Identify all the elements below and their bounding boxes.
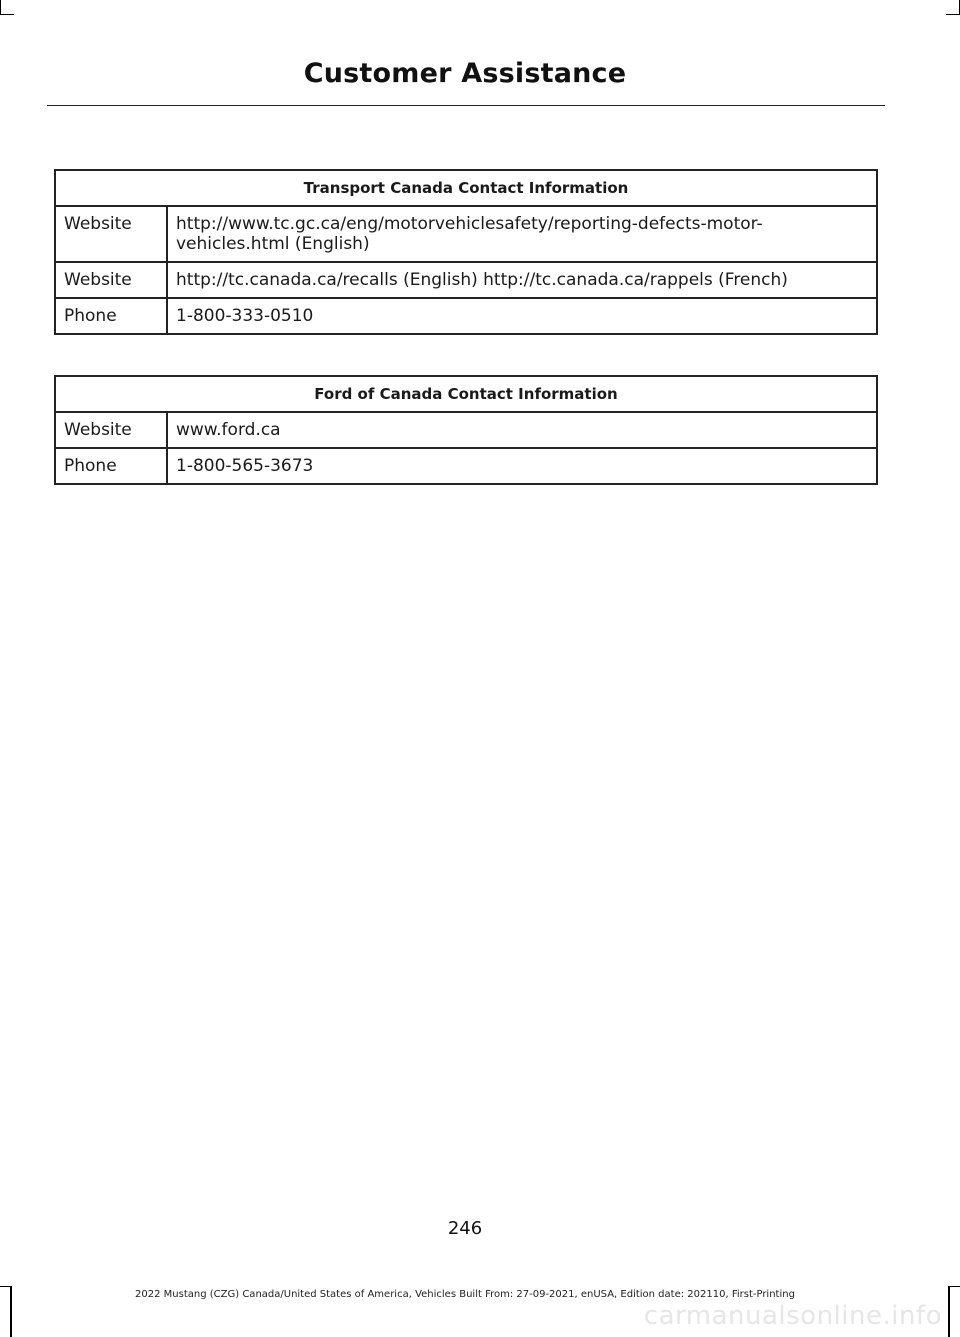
table-header-row [55,376,877,412]
page-title: Customer Assistance [303,58,627,89]
row-value: 1-800-565-3673 [167,448,877,484]
row-label: Website [55,206,167,262]
row-value: http://www.tc.gc.ca/eng/motorvehiclesafety/reporting-defects-motor-vehicles.html (English) [167,206,877,262]
table-row [55,206,877,262]
row-value: www.ford.ca [167,412,877,448]
row-label: Website [55,262,167,298]
crop-mark [0,0,1,14]
row-label: Website [55,412,167,448]
title-divider [47,105,885,106]
crop-mark [948,1286,960,1287]
table-row [55,262,877,298]
table-heading: Ford of Canada Contact Information [55,376,877,412]
table-row [55,448,877,484]
row-value: http://tc.canada.ca/recalls (English) http://tc.canada.ca/rappels (French) [167,262,877,298]
crop-mark [948,1287,950,1337]
ford-canada-contact-table [54,375,878,485]
page-number: 246 [447,1218,483,1239]
row-value: 1-800-333-0510 [167,298,877,334]
table-header-row [55,170,877,206]
transport-canada-contact-table [54,169,878,335]
row-label: Phone [55,448,167,484]
table-row [55,298,877,334]
table-heading: Transport Canada Contact Information [55,170,877,206]
table-row [55,412,877,448]
crop-mark [0,1286,12,1287]
crop-mark [0,14,14,15]
edition-footer: 2022 Mustang (CZG) Canada/United States of America, Vehicles Built From: 27-09-2021, enUSA, Edition date: 202110, First-Printing [135,1289,795,1300]
crop-mark [946,14,960,15]
watermark: carmanualsonline.info [643,1301,942,1331]
row-label: Phone [55,298,167,334]
